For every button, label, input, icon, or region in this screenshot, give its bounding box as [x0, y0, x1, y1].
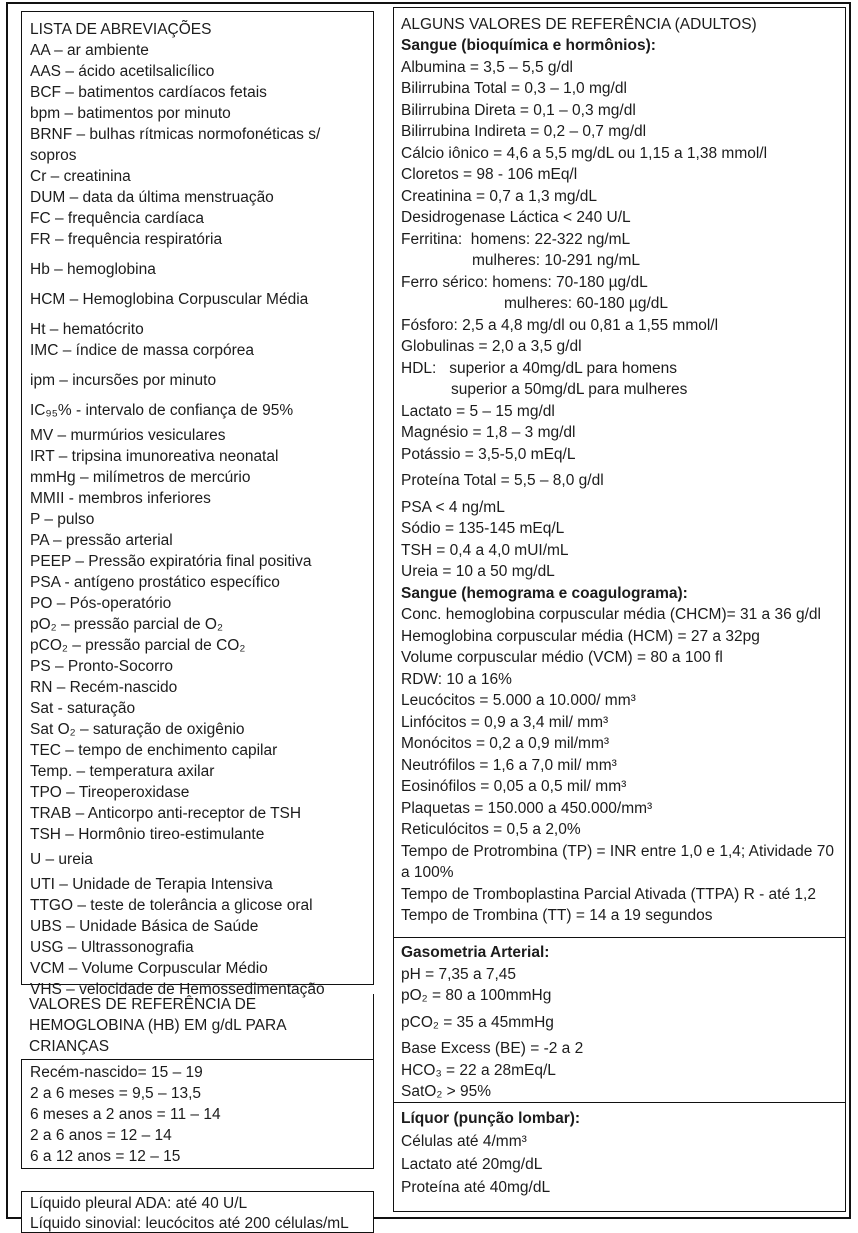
abbreviation-item: AAS – ácido acetilsalicílico	[30, 61, 365, 82]
abbreviation-item: P – pulso	[30, 509, 365, 530]
abbreviation-item: Hb – hemoglobina	[30, 259, 365, 280]
gasometria-item: HCO₃ = 22 a 28mEq/L	[401, 1060, 838, 1082]
abbreviations-title: LISTA DE ABREVIAÇÕES	[30, 19, 365, 40]
hb-reference-item: 6 a 12 anos = 12 – 15	[30, 1146, 365, 1167]
reference-value-item: Eosinófilos = 0,05 a 0,5 mil/ mm³	[401, 776, 838, 798]
reference-value-item: Ferro sérico: homens: 70-180 µg/dL	[401, 272, 838, 294]
reference-value-item: Fósforo: 2,5 a 4,8 mg/dl ou 0,81 a 1,55 mmol/l	[401, 315, 838, 337]
reference-value-item: mulheres: 60-180 µg/dL	[401, 293, 838, 315]
page-border	[6, 2, 851, 1219]
abbreviation-item: Ht – hematócrito	[30, 319, 365, 340]
reference-value-item: superior a 50mg/dL para mulheres	[401, 379, 838, 401]
abbreviation-item: TRAB – Anticorpo anti-receptor de TSH	[30, 803, 365, 824]
gasometria-item: SatO₂ > 95%	[401, 1081, 838, 1103]
reference-value-item: Conc. hemoglobina corpuscular média (CHCM)= 31 a 36 g/dl	[401, 604, 838, 626]
abbreviation-item: Cr – creatinina	[30, 166, 365, 187]
reference-value-item: Potássio = 3,5-5,0 mEq/L	[401, 444, 838, 466]
fluids-list	[30, 1194, 365, 1233]
abbreviation-item: IRT – tripsina imunoreativa neonatal	[30, 446, 365, 467]
reference-value-item: mulheres: 10-291 ng/mL	[401, 250, 838, 272]
reference-value-item: Neutrófilos = 1,6 a 7,0 mil/ mm³	[401, 755, 838, 777]
fluids-box	[21, 1191, 374, 1233]
reference-value-item: Plaquetas = 150.000 a 450.000/mm³	[401, 798, 838, 820]
reference-value-item: Proteína Total = 5,5 – 8,0 g/dl	[401, 470, 838, 492]
hb-children-list	[30, 1062, 365, 1167]
abbreviation-item: TPO – Tireoperoxidase	[30, 782, 365, 803]
hb-reference-item: 2 a 6 meses = 9,5 – 13,5	[30, 1083, 365, 1104]
abbreviation-item: MV – murmúrios vesiculares	[30, 425, 365, 446]
abbreviation-item: IMC – índice de massa corpórea	[30, 340, 365, 361]
reference-value-item: Ferritina: homens: 22-322 ng/mL	[401, 229, 838, 251]
abbreviations-list	[30, 40, 365, 1000]
hb-reference-item: 6 meses a 2 anos = 11 – 14	[30, 1104, 365, 1125]
liquor-list	[401, 1107, 838, 1199]
liquor-item: Proteína até 40mg/dL	[401, 1176, 838, 1199]
reference-value-item: Cálcio iônico = 4,6 a 5,5 mg/dL ou 1,15 a 1,38 mmol/l	[401, 143, 838, 165]
abbreviation-item: FR – frequência respiratória	[30, 229, 365, 250]
reference-value-item: Linfócitos = 0,9 a 3,4 mil/ mm³	[401, 712, 838, 734]
reference-value-item: Monócitos = 0,2 a 0,9 mil/mm³	[401, 733, 838, 755]
reference-value-item: Sangue (bioquímica e hormônios):	[401, 35, 838, 57]
reference-value-item: Magnésio = 1,8 – 3 mg/dl	[401, 422, 838, 444]
abbreviation-item: Sat O₂ – saturação de oxigênio	[30, 719, 365, 740]
reference-value-item: Tempo de Protrombina (TP) = INR entre 1,0 e 1,4; Atividade 70 a 100%	[401, 841, 838, 884]
reference-value-item: Desidrogenase Láctica < 240 U/L	[401, 207, 838, 229]
reference-value-item: Globulinas = 2,0 a 3,5 g/dl	[401, 336, 838, 358]
abbreviation-item: RN – Recém-nascido	[30, 677, 365, 698]
abbreviation-item: FC – frequência cardíaca	[30, 208, 365, 229]
hb-reference-item: 2 a 6 anos = 12 – 14	[30, 1125, 365, 1146]
abbreviation-item: ipm – incursões por minuto	[30, 370, 365, 391]
reference-value-item: HDL: superior a 40mg/dL para homens	[401, 358, 838, 380]
abbreviation-item: UTI – Unidade de Terapia Intensiva	[30, 874, 365, 895]
abbreviation-item: MMII - membros inferiores	[30, 488, 365, 509]
liquor-box	[393, 1103, 846, 1212]
fluid-reference-item: Líquido pleural ADA: até 40 U/L	[30, 1194, 365, 1214]
liquor-item: Células até 4/mm³	[401, 1130, 838, 1153]
reference-value-item: Bilirrubina Indireta = 0,2 – 0,7 mg/dl	[401, 121, 838, 143]
abbreviation-item: PEEP – Pressão expiratória final positiva	[30, 551, 365, 572]
reference-value-item: Cloretos = 98 - 106 mEq/l	[401, 164, 838, 186]
reference-value-item: Hemoglobina corpuscular média (HCM) = 27 a 32pg	[401, 626, 838, 648]
abbreviation-item: VCM – Volume Corpuscular Médio	[30, 958, 365, 979]
reference-adults-list	[401, 35, 838, 927]
reference-value-item: Bilirrubina Direta = 0,1 – 0,3 mg/dl	[401, 100, 838, 122]
reference-value-item: Sangue (hemograma e coagulograma):	[401, 583, 838, 605]
abbreviation-item: UBS – Unidade Básica de Saúde	[30, 916, 365, 937]
reference-value-item: TSH = 0,4 a 4,0 mUI/mL	[401, 540, 838, 562]
reference-value-item: Albumina = 3,5 – 5,5 g/dl	[401, 57, 838, 79]
gasometria-list	[401, 942, 838, 1103]
abbreviation-item: TEC – tempo de enchimento capilar	[30, 740, 365, 761]
reference-value-item: Bilirrubina Total = 0,3 – 1,0 mg/dl	[401, 78, 838, 100]
hb-children-box	[21, 1059, 374, 1169]
gasometria-item: pCO₂ = 35 a 45mmHg	[401, 1012, 838, 1034]
gasometria-item: Base Excess (BE) = -2 a 2	[401, 1038, 838, 1060]
abbreviation-item: Sat - saturação	[30, 698, 365, 719]
abbreviation-item: AA – ar ambiente	[30, 40, 365, 61]
abbreviation-item: TTGO – teste de tolerância a glicose oral	[30, 895, 365, 916]
abbreviation-item: PA – pressão arterial	[30, 530, 365, 551]
abbreviation-item: Temp. – temperatura axilar	[30, 761, 365, 782]
hb-reference-item: Recém-nascido= 15 – 19	[30, 1062, 365, 1083]
abbreviation-item: PSA - antígeno prostático específico	[30, 572, 365, 593]
abbreviation-item: pO₂ – pressão parcial de O₂	[30, 614, 365, 635]
gasometria-box	[393, 938, 846, 1103]
abbreviation-item: USG – Ultrassonografia	[30, 937, 365, 958]
abbreviation-item: pCO₂ – pressão parcial de CO₂	[30, 635, 365, 656]
reference-value-item: Leucócitos = 5.000 a 10.000/ mm³	[401, 690, 838, 712]
reference-adults-title: ALGUNS VALORES DE REFERÊNCIA (ADULTOS)	[401, 14, 838, 35]
reference-value-item: PSA < 4 ng/mL	[401, 497, 838, 519]
abbreviation-item: HCM – Hemoglobina Corpuscular Média	[30, 289, 365, 310]
abbreviation-item: PS – Pronto-Socorro	[30, 656, 365, 677]
abbreviation-item: bpm – batimentos por minuto	[30, 103, 365, 124]
abbreviation-item: BCF – batimentos cardíacos fetais	[30, 82, 365, 103]
gasometria-item: pH = 7,35 a 7,45	[401, 964, 838, 986]
right-column	[393, 7, 846, 1212]
left-column	[21, 11, 374, 1233]
reference-value-item: RDW: 10 a 16%	[401, 669, 838, 691]
reference-adults-box	[393, 7, 846, 938]
reference-value-item: Volume corpuscular médio (VCM) = 80 a 100 fl	[401, 647, 838, 669]
abbreviation-item: DUM – data da última menstruação	[30, 187, 365, 208]
reference-value-item: Tempo de Trombina (TT) = 14 a 19 segundos	[401, 905, 838, 927]
reference-value-item: Creatinina = 0,7 a 1,3 mg/dL	[401, 186, 838, 208]
abbreviation-item: TSH – Hormônio tireo-estimulante	[30, 824, 365, 845]
abbreviation-item: VHS – velocidade de Hemossedimentação	[30, 979, 365, 1000]
gasometria-item: Gasometria Arterial:	[401, 942, 838, 964]
reference-value-item: Lactato = 5 – 15 mg/dl	[401, 401, 838, 423]
reference-value-item: Ureia = 10 a 50 mg/dL	[401, 561, 838, 583]
liquor-item: Líquor (punção lombar):	[401, 1107, 838, 1130]
abbreviation-item: IC₉₅% - intervalo de confiança de 95%	[30, 400, 365, 421]
abbreviations-box	[21, 11, 374, 985]
abbreviation-item: U – ureia	[30, 849, 365, 870]
fluid-reference-item: Líquido sinovial: leucócitos até 200 células/mL	[30, 1214, 365, 1233]
liquor-item: Lactato até 20mg/dL	[401, 1153, 838, 1176]
reference-value-item: Sódio = 135-145 mEq/L	[401, 518, 838, 540]
reference-value-item: Reticulócitos = 0,5 a 2,0%	[401, 819, 838, 841]
gasometria-item: pO₂ = 80 a 100mmHg	[401, 985, 838, 1007]
abbreviation-item: mmHg – milímetros de mercúrio	[30, 467, 365, 488]
hb-children-title: VALORES DE REFERÊNCIA DE HEMOGLOBINA (HB) EM g/dL PARA CRIANÇAS	[21, 994, 374, 1059]
abbreviation-item: BRNF – bulhas rítmicas normofonéticas s/ sopros	[30, 124, 365, 166]
reference-value-item: Tempo de Tromboplastina Parcial Ativada (TTPA) R - até 1,2	[401, 884, 838, 906]
abbreviation-item: PO – Pós-operatório	[30, 593, 365, 614]
